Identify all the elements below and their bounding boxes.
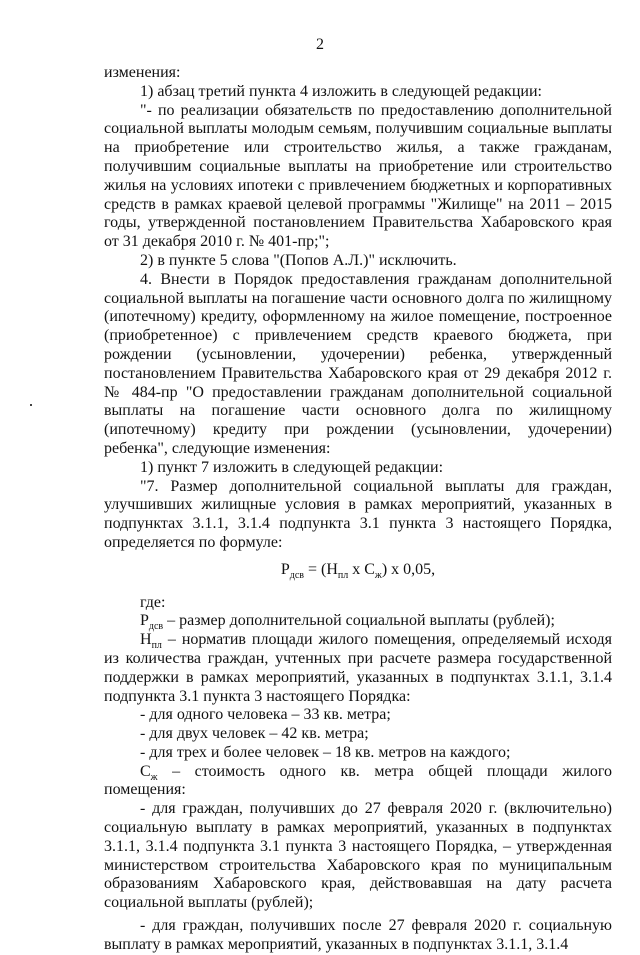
paragraph-formula-intro: "7. Размер дополнительной социальной выплаты для граждан, улучшивших жилищные условия в рамках мероприятий, указанных в подпунктах 3.1.1, 3.1.4 подпункта 3.1 пункта 3 настоящего Порядка, определяется по формуле: [104, 477, 612, 551]
def-c-text: – стоимость одного кв. метра общей площади жилого помещения: [104, 762, 612, 799]
formula-eq: = (Н [303, 560, 338, 578]
def-p-symbol: Р [140, 612, 149, 630]
where-label: где: [140, 593, 166, 611]
page-number: 2 [316, 36, 324, 53]
def-p-text: – размер дополнительной социальной выплаты (рублей); [163, 612, 555, 630]
formula-mid: х С [348, 560, 375, 578]
def-c [104, 763, 612, 801]
def-n [104, 631, 612, 706]
paragraph-item-2: 2) в пункте 5 слова "(Попов А.Л.)" исключить. [140, 251, 457, 269]
formula-n-sub: пл [337, 569, 349, 581]
formula [104, 561, 612, 580]
norm-item: - для трех и более человек – 18 кв. метров на каждого; [140, 743, 511, 761]
paragraph-item-1: 1) абзац третий пункта 4 изложить в следующей редакции: [140, 82, 542, 100]
paragraph-section-4: 4. Внести в Порядок предоставления гражданам дополнительной социальной выплаты на погашение части основного долга по жилищному (ипотечному) кредиту, оформленному на жилое помещение, построенное (приобретенное) с привлечением средств краевого бюджета, при рождении (усыновлении, удочерении) ребенка, утвержденный постановлением Правительства Хабаровского края от 29 декабря 2012 г. № 484-пр "О предоставлении гражданам дополнительной социальной выплаты на погашение части основного долга по жилищному (ипотечному) кредиту при рождении (усыновлении, удочерении) ребенка", следующие изменения: [104, 270, 612, 457]
formula-p: Р [280, 560, 290, 578]
paragraph-intro: изменения: [104, 64, 181, 81]
cost-item: - для граждан, получивших до 27 февраля 2020 г. (включительно) социальную выплату в рамках мероприятий, указанных в подпунктах 3.1.1, 3.1.4 подпункта 3.1 пункта 3 настоящего Порядка, – утвержденная министерством строительства Хабаровского края по муниципальным образованиям Хабаровского края, действовавшая на дату расчета социальной выплаты (рублей); [104, 800, 612, 912]
norm-item: - для двух человек – 42 кв. метра; [140, 725, 369, 743]
def-n-text: – норматив площади жилого помещения, определяемый исходя из количества граждан, учтенных при расчете размера государственной поддержки в рамках мероприятий, указанных в подпунктах 3.1.1, 3.1.4 подпункта 3.1 пункта 3 настоящего Порядка: [104, 631, 612, 705]
def-p [104, 612, 612, 631]
formula-tail: ) х 0,05, [381, 560, 436, 578]
def-c-symbol: С [140, 762, 151, 780]
cost-item: - для граждан, получивших после 27 февраля 2020 г. социальную выплату в рамках мероприятий, указанных в подпунктах 3.1.1, 3.1.4 [104, 917, 612, 953]
paragraph-quote: "- по реализации обязательств по предоставлению дополнительной социальной выплаты молодым семьям, получившим социальные выплаты на приобретение или строительство жилья, а также гражданам, получившим социальные выплаты на приобретение или строительство жилья на условиях ипотеки с привлечением бюджетных и корпоративных средств в рамках краевой целевой программы "Жилище" на 2011 – 2015 годы, утвержденной постановлением Правительства Хабаровского края от 31 декабря 2010 г. № 401-пр;"; [104, 101, 612, 251]
def-n-sub: пл [151, 640, 162, 652]
formula-c-sub: ж [374, 569, 382, 581]
norm-item: - для одного человека – 33 кв. метра; [140, 706, 391, 724]
scan-speck [30, 404, 32, 406]
document-body [104, 64, 612, 955]
def-n-symbol: Н [140, 631, 152, 649]
def-c-sub: ж [150, 771, 158, 783]
formula-p-sub: дсв [289, 569, 304, 581]
def-p-sub: дсв [148, 621, 164, 633]
paragraph-item-7: 1) пункт 7 изложить в следующей редакции: [140, 458, 444, 476]
